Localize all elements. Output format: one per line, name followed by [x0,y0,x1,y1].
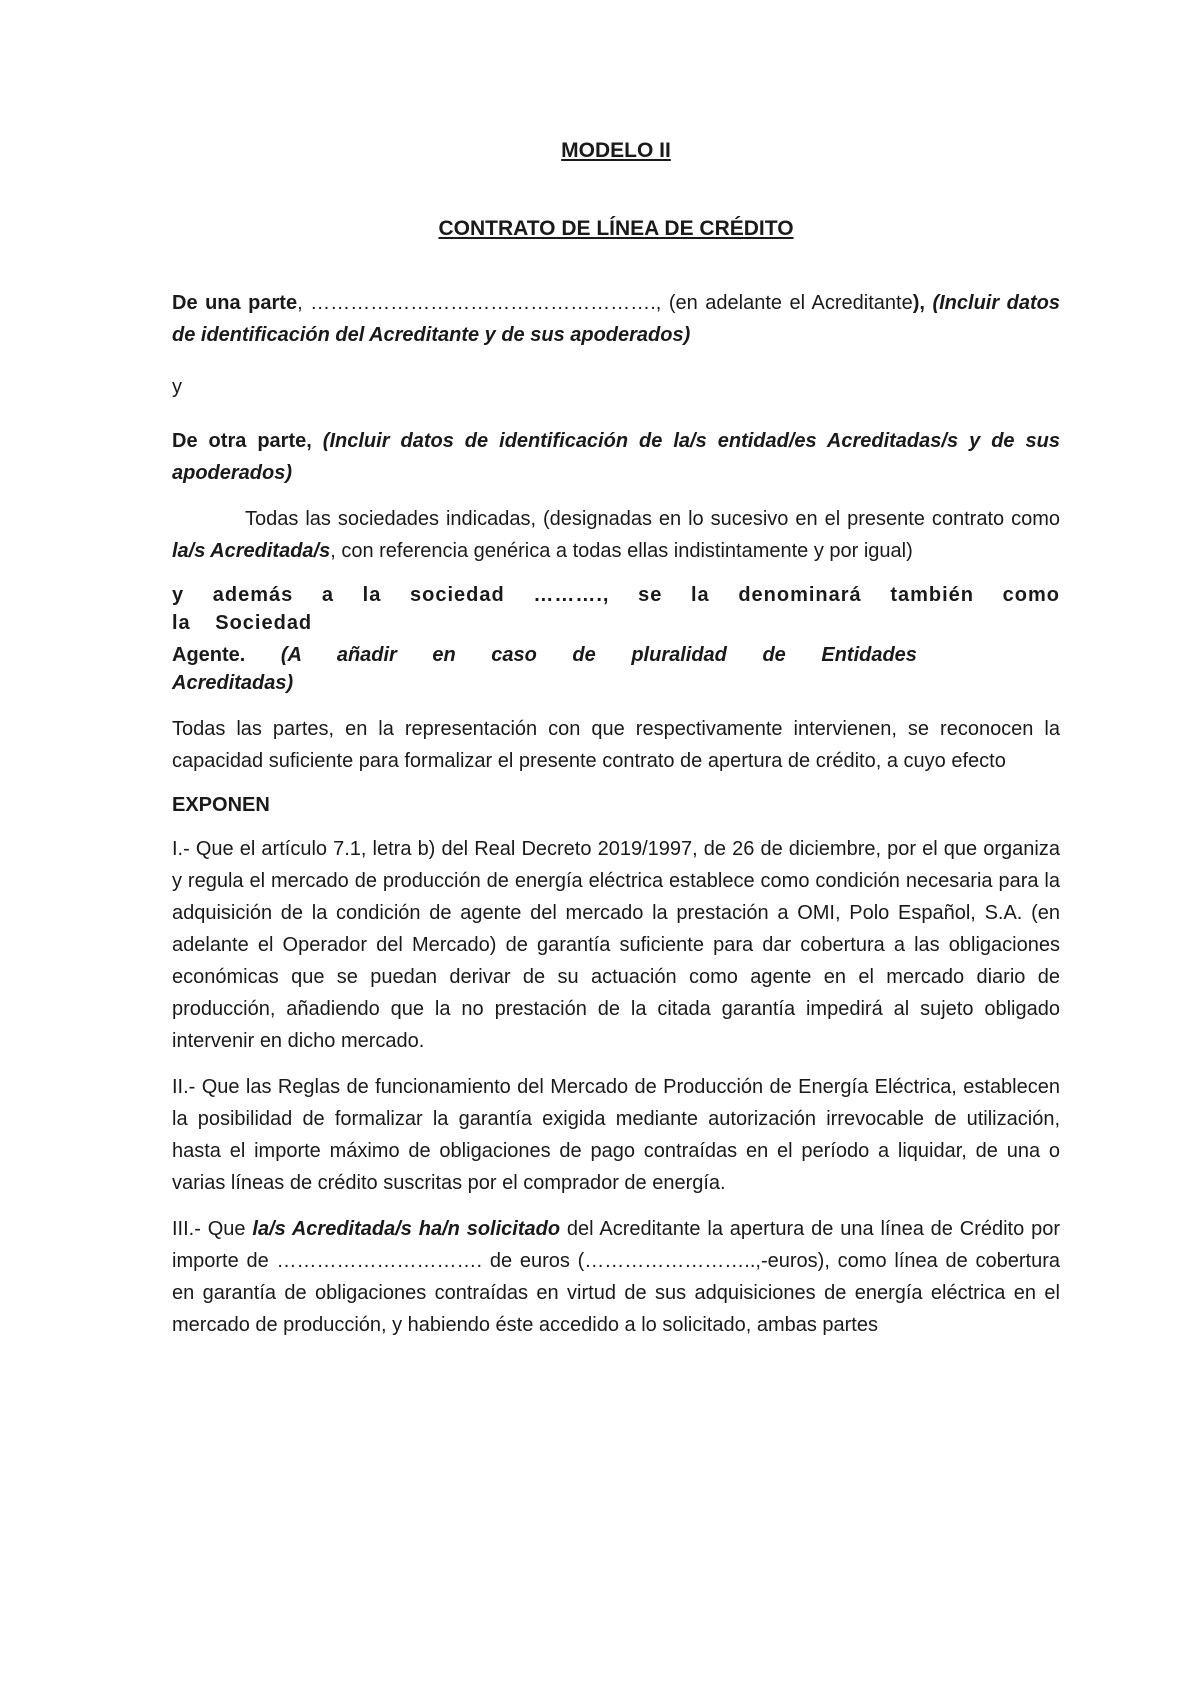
acreditante-close: ), [912,292,925,314]
sociedades-emphasis: la/s Acreditada/s [172,540,331,562]
lead-de-una-parte: De una parte [172,292,298,314]
paragraph-acreditadas [172,425,1060,489]
paragraph-partes: Todas las partes, en la representación con que respectivamente intervienen, se reconocen la capacidad suficiente para formalizar el presente contrato de apertura de crédito, a cuyo efecto [172,718,1060,772]
section-heading-exponen: EXPONEN [172,794,270,816]
acreditante-text: ., (en adelante el Acreditante [650,292,913,314]
expone-3-text-b: del Acreditante la apertura de una línea de Crédito por importe de …………………………. de euros (……………………..,-euros), como línea de cobertura en garantía de obligaciones contraídas en virtud de sus adquisiciones de energía eléctrica en el mercado de producción, y habiendo éste accedido a lo solicitado, ambas partes [172,1218,1060,1336]
sociedades-text-b: , con referencia genérica a todas ellas indistintamente y por igual) [330,540,913,562]
paragraph-sociedad-agente-line1: y además a la sociedad ………., se la denominará también como la Sociedad [172,584,1060,634]
expone-3-emphasis: la/s Acreditada/s ha/n solicitado [252,1218,561,1240]
lead-de-otra-parte: De otra parte, [172,430,312,452]
acreditadas-instruction: (Incluir datos de identificación de la/s entidad/es Acreditadas/s y de sus apoderados) [172,430,1060,484]
agente-word: Agente. [172,644,246,666]
document-subtitle: CONTRATO DE LÍNEA DE CRÉDITO [438,217,794,240]
agente-instruction: (A añadir en caso de pluralidad de Entidades Acreditadas) [172,644,917,694]
expone-3-text-a: III.- Que [172,1218,253,1240]
placeholder-dots: , …………………………………………… [297,292,651,314]
paragraph-expone-1: I.- Que el artículo 7.1, letra b) del Real Decreto 2019/1997, de 26 de diciembre, por el que organiza y regula el mercado de producción de energía eléctrica establece como condición necesaria para la adquisición de la condición de agente del mercado la prestación a OMI, Polo Español, S.A. (en adelante el Operador del Mercado) de garantía suficiente para dar cobertura a las obligaciones económicas que se puedan derivar de su actuación como agente en el mercado diario de producción, añadiendo que la no prestación de la citada garantía impedirá al sujeto obligado intervenir en dicho mercado. [172,838,1060,1052]
conjunction-y: y [172,376,182,398]
paragraph-acreditante [172,287,1060,351]
document-title: MODELO II [561,139,671,162]
paragraph-sociedad-agente-line2 [172,641,1060,697]
paragraph-expone-3 [172,1213,1060,1341]
sociedades-text-a: Todas las sociedades indicadas, (designadas en lo sucesivo en el presente contrato como [245,508,1060,530]
acreditante-instruction: (Incluir datos de identificación del Acreditante y de sus apoderados) [172,292,1060,346]
paragraph-sociedades [172,503,1060,567]
paragraph-expone-2: II.- Que las Reglas de funcionamiento del Mercado de Producción de Energía Eléctrica, establecen la posibilidad de formalizar la garantía exigida mediante autorización irrevocable de utilización, hasta el importe máximo de obligaciones de pago contraídas en el período a liquidar, de una o varias líneas de crédito suscritas por el comprador de energía. [172,1076,1060,1194]
